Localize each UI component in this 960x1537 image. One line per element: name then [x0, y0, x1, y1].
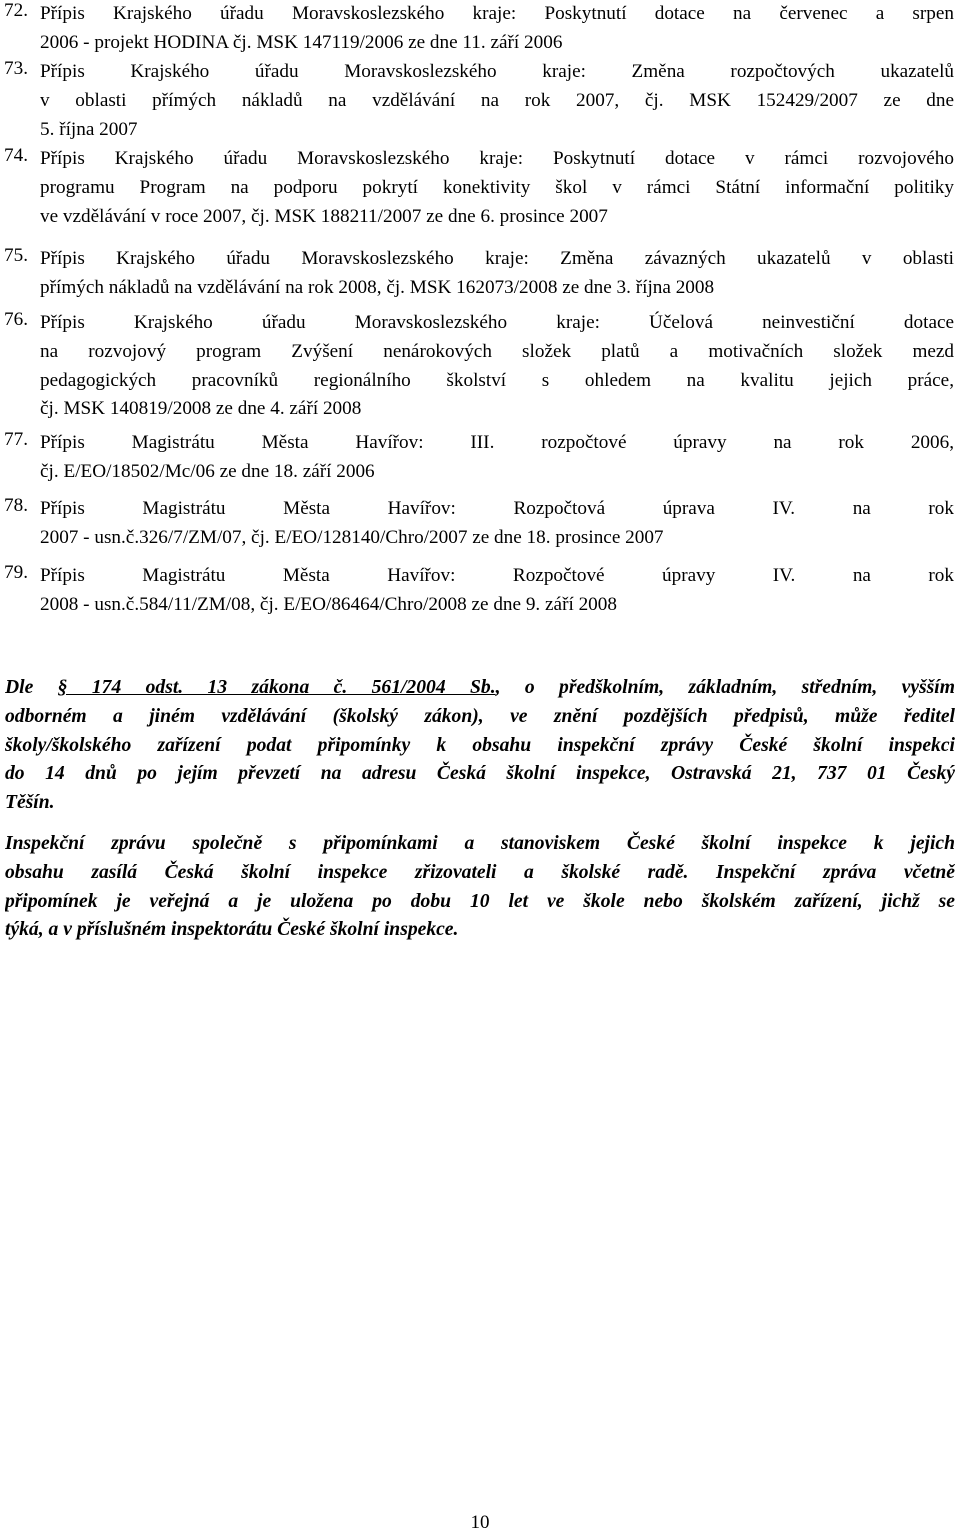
item-number: 73.: [4, 58, 28, 79]
list-item-79: [4, 562, 954, 620]
item-text-line: Přípis Krajského úřadu Moravskoslezského kraje: Účelová neinvestiční dotace: [40, 312, 954, 333]
legal-note-line: Těšín.: [5, 792, 55, 814]
item-text-line: v oblasti přímých nákladů na vzdělávání na rok 2007, čj. MSK 152429/2007 ze dne: [40, 89, 954, 111]
item-number: 72.: [4, 0, 28, 21]
item-text-line: 2008 - usn.č.584/11/ZM/08, čj. E/EO/86464/Chro/2008 ze dne 9. září 2008: [40, 593, 617, 615]
publication-note-line: připomínek je veřejná a je uložena po dobu 10 let ve škole nebo školském zařízení, jichž se: [5, 890, 955, 912]
legal-note-line: školy/školského zařízení podat připomínky k obsahu inspekční zprávy České školní inspekci: [5, 734, 955, 756]
list-item-75: [4, 245, 954, 303]
item-text-line: Přípis Krajského úřadu Moravskoslezského kraje: Změna rozpočtových ukazatelů: [40, 61, 954, 82]
item-text-line: čj. MSK 140819/2008 ze dne 4. září 2008: [40, 398, 362, 420]
item-number: 76.: [4, 309, 28, 330]
item-number: 78.: [4, 495, 28, 516]
item-text-line: Přípis Magistrátu Města Havířov: Rozpočtové úpravy IV. na rok: [40, 565, 954, 586]
list-item-73: [4, 58, 954, 144]
item-text-line: na rozvojový program Zvýšení nenárokových složek platů a motivačních složek mezd: [40, 340, 954, 362]
item-text-line: Přípis Krajského úřadu Moravskoslezského kraje: Změna závazných ukazatelů v oblasti: [40, 248, 954, 269]
item-text-line: Přípis Magistrátu Města Havířov: Rozpočtová úprava IV. na rok: [40, 498, 954, 519]
item-text-line: programu Program na podporu pokrytí konektivity škol v rámci Státní informační politiky: [40, 176, 954, 198]
list-item-72: [4, 0, 954, 58]
legal-note: [5, 674, 955, 818]
list-item-76: [4, 309, 954, 424]
item-text-line: Přípis Magistrátu Města Havířov: III. rozpočtové úpravy na rok 2006,: [40, 432, 954, 453]
law-reference: § 174 odst. 13 zákona č. 561/2004 Sb.: [57, 677, 496, 698]
publication-note-line: Inspekční zprávu společně s připomínkami a stanoviskem České školní inspekce k jejich: [5, 833, 955, 854]
publication-note-line: týká, a v příslušném inspektorátu České školní inspekce.: [5, 919, 459, 941]
list-item-78: [4, 495, 954, 553]
legal-note-line: odborném a jiném vzdělávání (školský zákon), ve znění pozdějších předpisů, může ředitel: [5, 705, 955, 727]
item-number: 75.: [4, 245, 28, 266]
item-text-line: 2007 - usn.č.326/7/ZM/07, čj. E/EO/128140/Chro/2007 ze dne 18. prosince 2007: [40, 526, 664, 548]
publication-note-line: obsahu zasílá Česká školní inspekce zřizovateli a školské radě. Inspekční zpráva včetně: [5, 861, 955, 883]
publication-note: [5, 830, 955, 945]
legal-note-line-rest: , o předškolním, základním, středním, vyšším: [495, 677, 955, 698]
item-text-line: pedagogických pracovníků regionálního školství s ohledem na kvalitu jejich práce,: [40, 369, 954, 391]
item-number: 79.: [4, 562, 28, 583]
item-text-line: čj. E/EO/18502/Mc/06 ze dne 18. září 2006: [40, 460, 375, 482]
item-text-line: 2006 - projekt HODINA čj. MSK 147119/2006 ze dne 11. září 2006: [40, 31, 563, 53]
page-number: 10: [470, 1512, 490, 1533]
legal-note-prefix: Dle: [5, 677, 58, 698]
item-text-line: Přípis Krajského úřadu Moravskoslezského kraje: Poskytnutí dotace v rámci rozvojového: [40, 148, 954, 169]
item-number: 74.: [4, 145, 28, 166]
item-number: 77.: [4, 429, 28, 450]
item-text-line: Přípis Krajského úřadu Moravskoslezského kraje: Poskytnutí dotace na červenec a srpen: [40, 3, 954, 24]
legal-note-line: [5, 674, 955, 703]
legal-note-line: do 14 dnů po jejím převzetí na adresu Česká školní inspekce, Ostravská 21, 737 01 Český: [5, 763, 955, 785]
item-text-line: přímých nákladů na vzdělávání na rok 2008, čj. MSK 162073/2008 ze dne 3. října 2008: [40, 276, 715, 298]
item-text-line: 5. října 2007: [40, 118, 138, 140]
list-item-77: [4, 429, 954, 487]
list-item-74: [4, 145, 954, 231]
item-text-line: ve vzdělávání v roce 2007, čj. MSK 188211/2007 ze dne 6. prosince 2007: [40, 205, 608, 227]
